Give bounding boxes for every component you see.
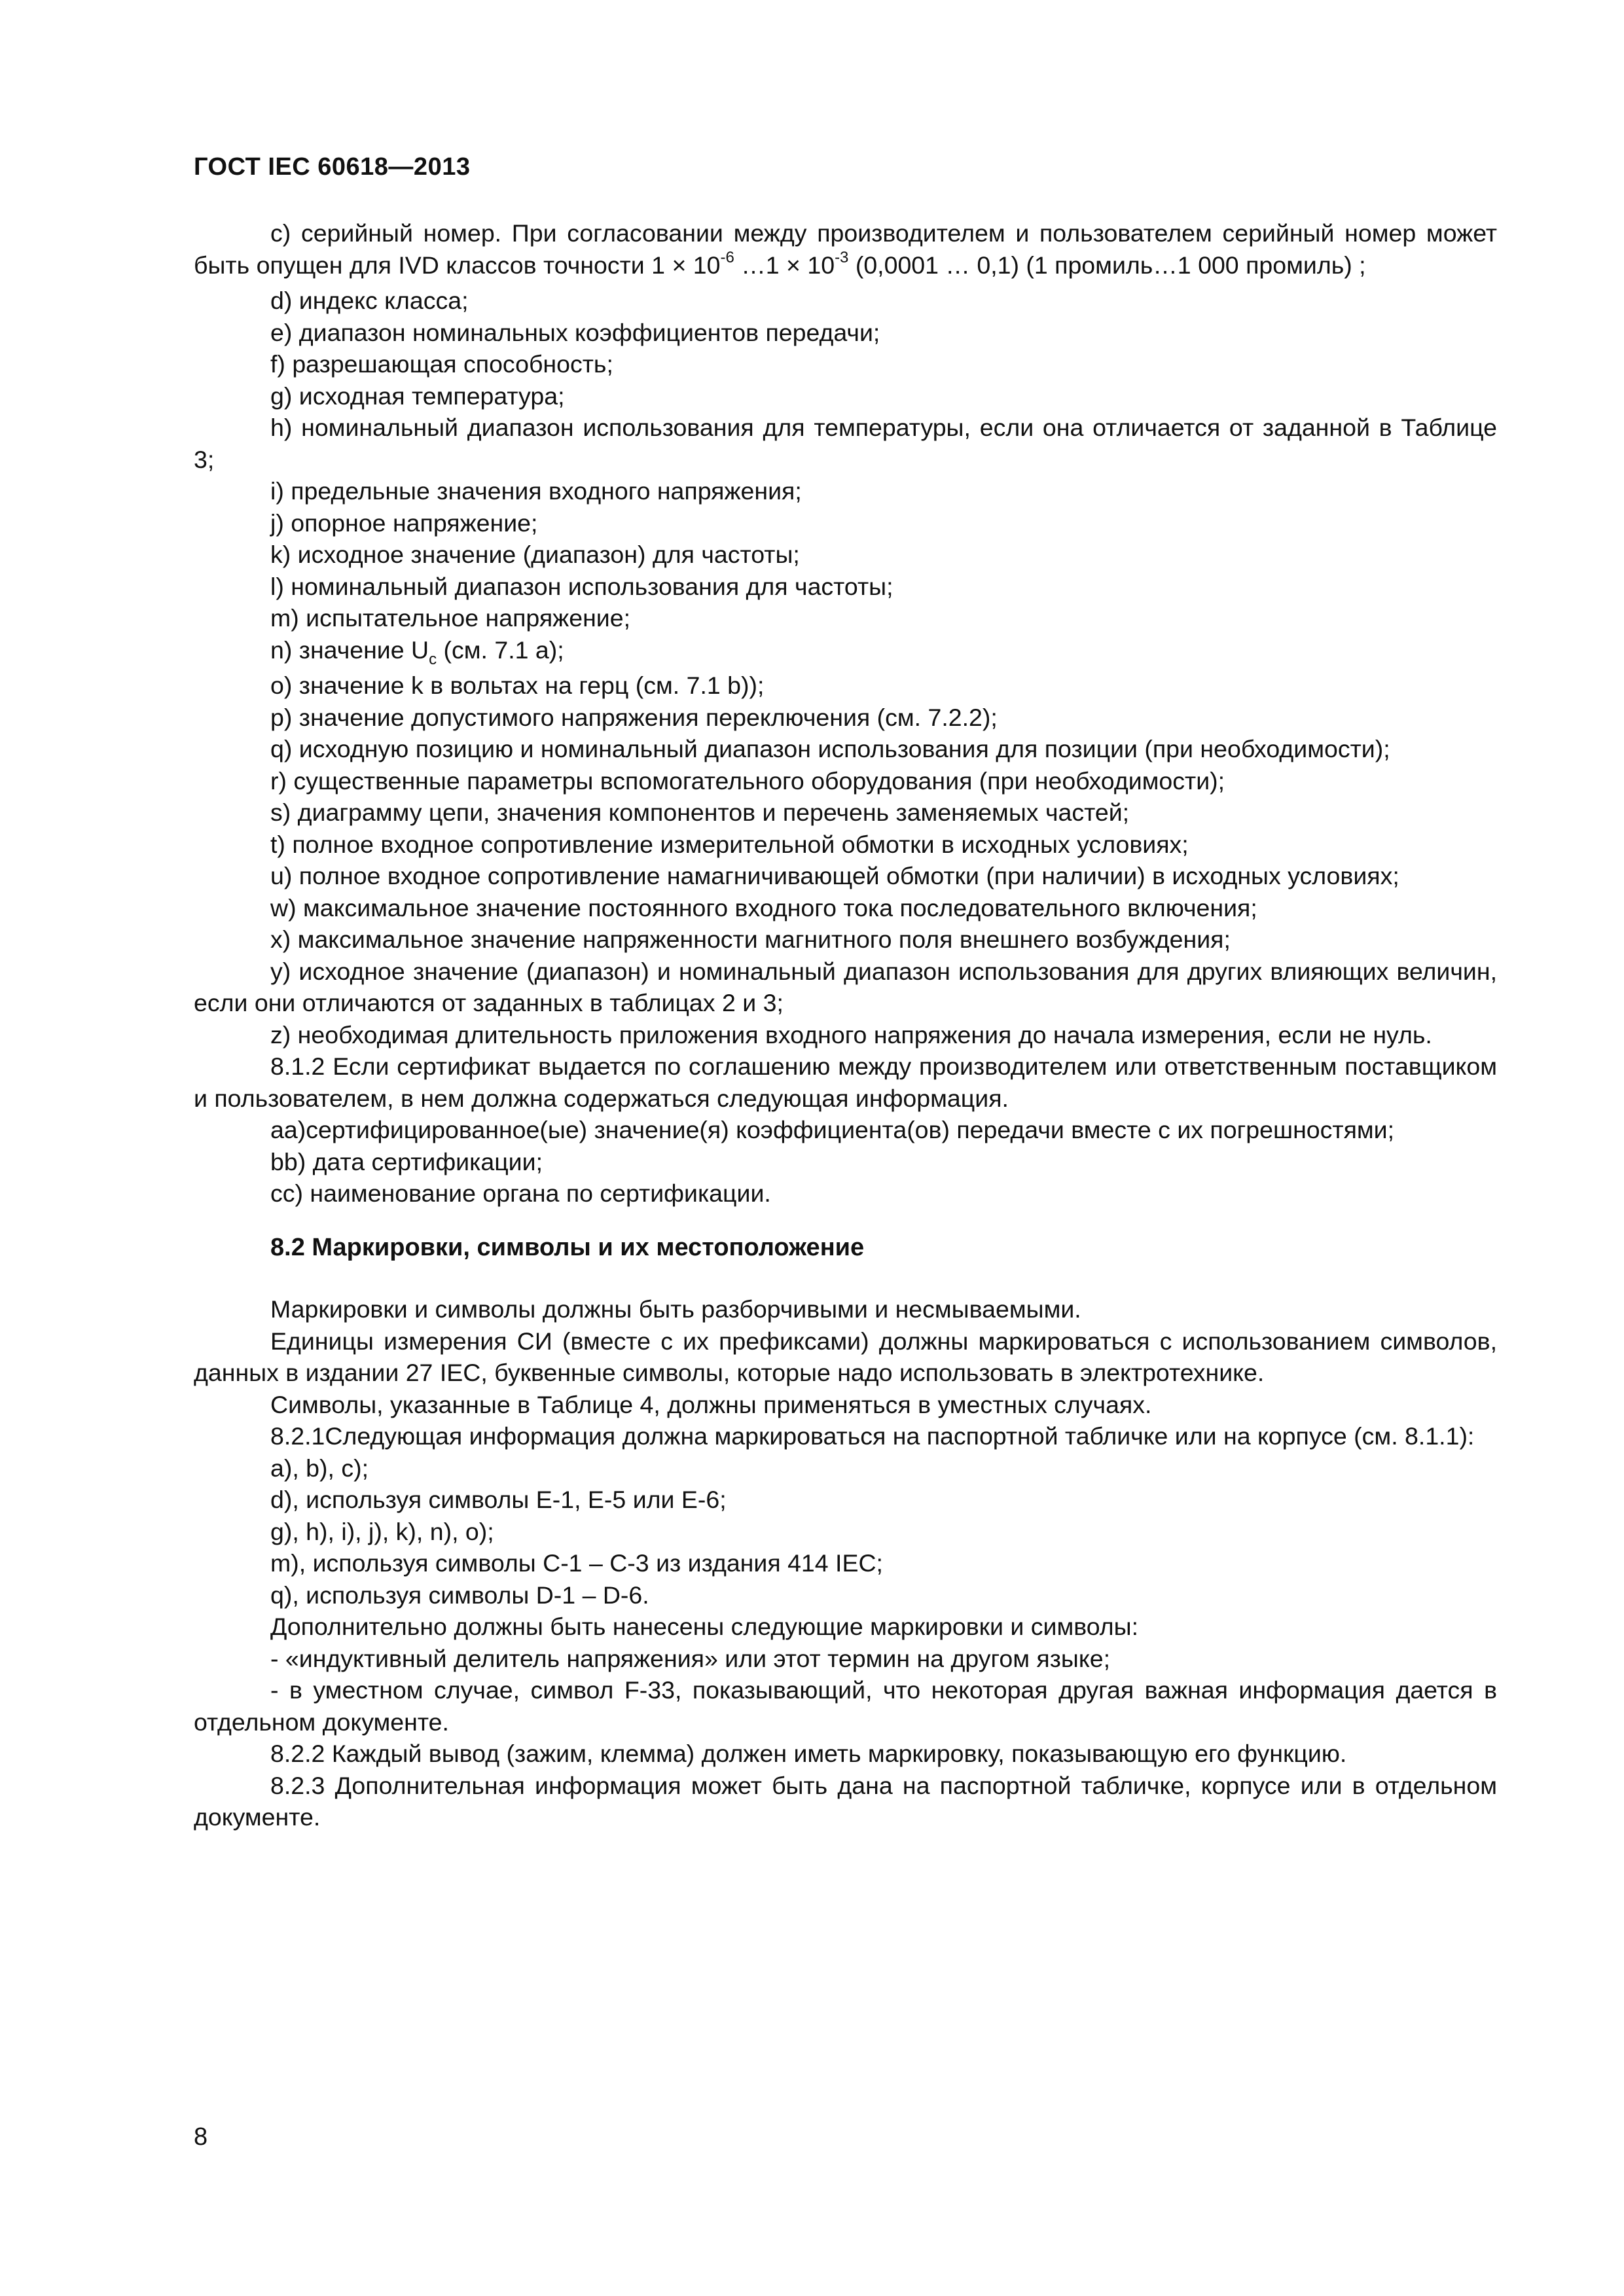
dash-item-1: - «индуктивный делитель напряжения» или этот термин на другом языке; [270,1644,1110,1672]
list-item-t: t) полное входное сопротивление измерительной обмотки в исходных условиях; [270,830,1189,858]
clause-8-1-2: 8.1.2 Если сертификат выдается по соглашению между производителем или ответственным поставщиком и пользователем, в нем должна содержаться следующая информация. [194,1052,1497,1112]
list-item-c-suffix: (0,0001 … 0,1) (1 промиль…1 000 промиль) ; [848,251,1366,279]
list-item-q: q) исходную позицию и номинальный диапазон использования для позиции (при необходимости); [270,735,1390,762]
marking-list-item-2: d), используя символы E-1, E-5 или E-6; [270,1486,727,1513]
list-item-z: z) необходимая длительность приложения входного напряжения до начала измерения, если не нуль. [270,1020,1432,1049]
list-item-k: k) исходное значение (диапазон) для частоты; [270,541,800,568]
list-item-bb: bb) дата сертификации; [270,1147,543,1175]
document-body [194,217,1497,1833]
list-item-c-prefix: c) серийный номер. При согласовании между производителем и пользователем серийный номер может быть опущен для IVD классов точности 1 × 10 [194,219,1497,279]
exponent-2: -3 [835,248,849,266]
list-item-m: m) испытательное напряжение; [270,604,630,632]
paragraph-additional-markings: Дополнительно должны быть нанесены следующие маркировки и символы: [270,1613,1139,1640]
marking-list-item-3: g), h), i), j), k), n), o); [270,1517,494,1545]
dash-item-2: - в уместном случае, символ F-33, показывающий, что некоторая другая важная информация дается в отдельном документе. [194,1676,1497,1736]
list-item-y: y) исходное значение (диапазон) и номинальный диапазон использования для других влияющих величин, если они отличаются от заданных в таблицах 2 и 3; [194,957,1497,1016]
clause-8-2-1: 8.2.1Следующая информация должна маркироваться на паспортной табличке или на корпусе (см. 8.1.1): [270,1422,1475,1450]
list-item-d: d) индекс класса; [270,287,469,314]
list-item-o: o) значение k в вольтах на герц (см. 7.1 b)); [270,672,765,699]
subscript-c: c [429,650,437,668]
list-item-f: f) разрешающая способность; [270,350,613,378]
page-number: 8 [194,2123,208,2151]
paragraph-legibility: Маркировки и символы должны быть разборчивыми и несмываемыми. [270,1295,1081,1323]
list-item-cc: cc) наименование органа по сертификации. [270,1179,771,1207]
list-item-p: p) значение допустимого напряжения переключения (см. 7.2.2); [270,703,998,731]
clause-8-2-2: 8.2.2 Каждый вывод (зажим, клемма) должен иметь маркировку, показывающую его функцию. [270,1740,1347,1767]
list-item-n-prefix: n) значение U [270,636,429,664]
list-item-g: g) исходная температура; [270,382,565,410]
list-item-w: w) максимальное значение постоянного входного тока последовательного включения; [270,893,1257,922]
list-item-n-suffix: (см. 7.1 a); [437,636,564,664]
section-heading-8-2: 8.2 Маркировки, символы и их местоположение [270,1233,865,1261]
list-item-e: e) диапазон номинальных коэффициентов передачи; [270,318,880,346]
marking-list-item-5: q), используя символы D-1 – D-6. [270,1581,649,1609]
paragraph-table-4: Символы, указанные в Таблице 4, должны применяться в уместных случаях. [270,1390,1152,1418]
list-item-j: j) опорное напряжение; [270,509,538,537]
marking-list-item-4: m), используя символы C-1 – C-3 из издания 414 IEC; [270,1549,883,1577]
paragraph-si-units: Единицы измерения СИ (вместе с их префиксами) должны маркироваться с использованием символов, данных в издании 27 IEC, буквенные символы, которые надо использовать в электротехнике. [194,1327,1497,1386]
list-item-aa: аа)сертифицированное(ые) значение(я) коэффициента(ов) передачи вместе с их погрешностями; [270,1116,1395,1143]
list-item-c [194,217,1497,285]
clause-8-2-3: 8.2.3 Дополнительная информация может быть дана на паспортной табличке, корпусе или в отдельном документе. [194,1771,1497,1831]
list-item-h: h) номинальный диапазон использования для температуры, если она отличается от заданной в Таблице 3; [194,414,1497,473]
list-item-x: x) максимальное значение напряженности магнитного поля внешнего возбуждения; [270,925,1231,953]
list-item-i: i) предельные значения входного напряжения; [270,477,802,505]
list-item-c-middle: …1 × 10 [734,251,835,279]
document-header: ГОСТ IEC 60618—2013 [194,153,471,181]
list-item-r: r) существенные параметры вспомогательного оборудования (при необходимости); [270,766,1225,795]
list-item-l: l) номинальный диапазон использования для частоты; [270,572,893,600]
list-item-s: s) диаграмму цепи, значения компонентов и перечень заменяемых частей; [270,798,1130,826]
marking-list-item-1: a), b), c); [270,1454,369,1482]
list-item-u: u) полное входное сопротивление намагничивающей обмотки (при наличии) в исходных условиях; [270,862,1399,889]
list-item-n [194,634,1497,670]
exponent-1: -6 [720,248,734,266]
